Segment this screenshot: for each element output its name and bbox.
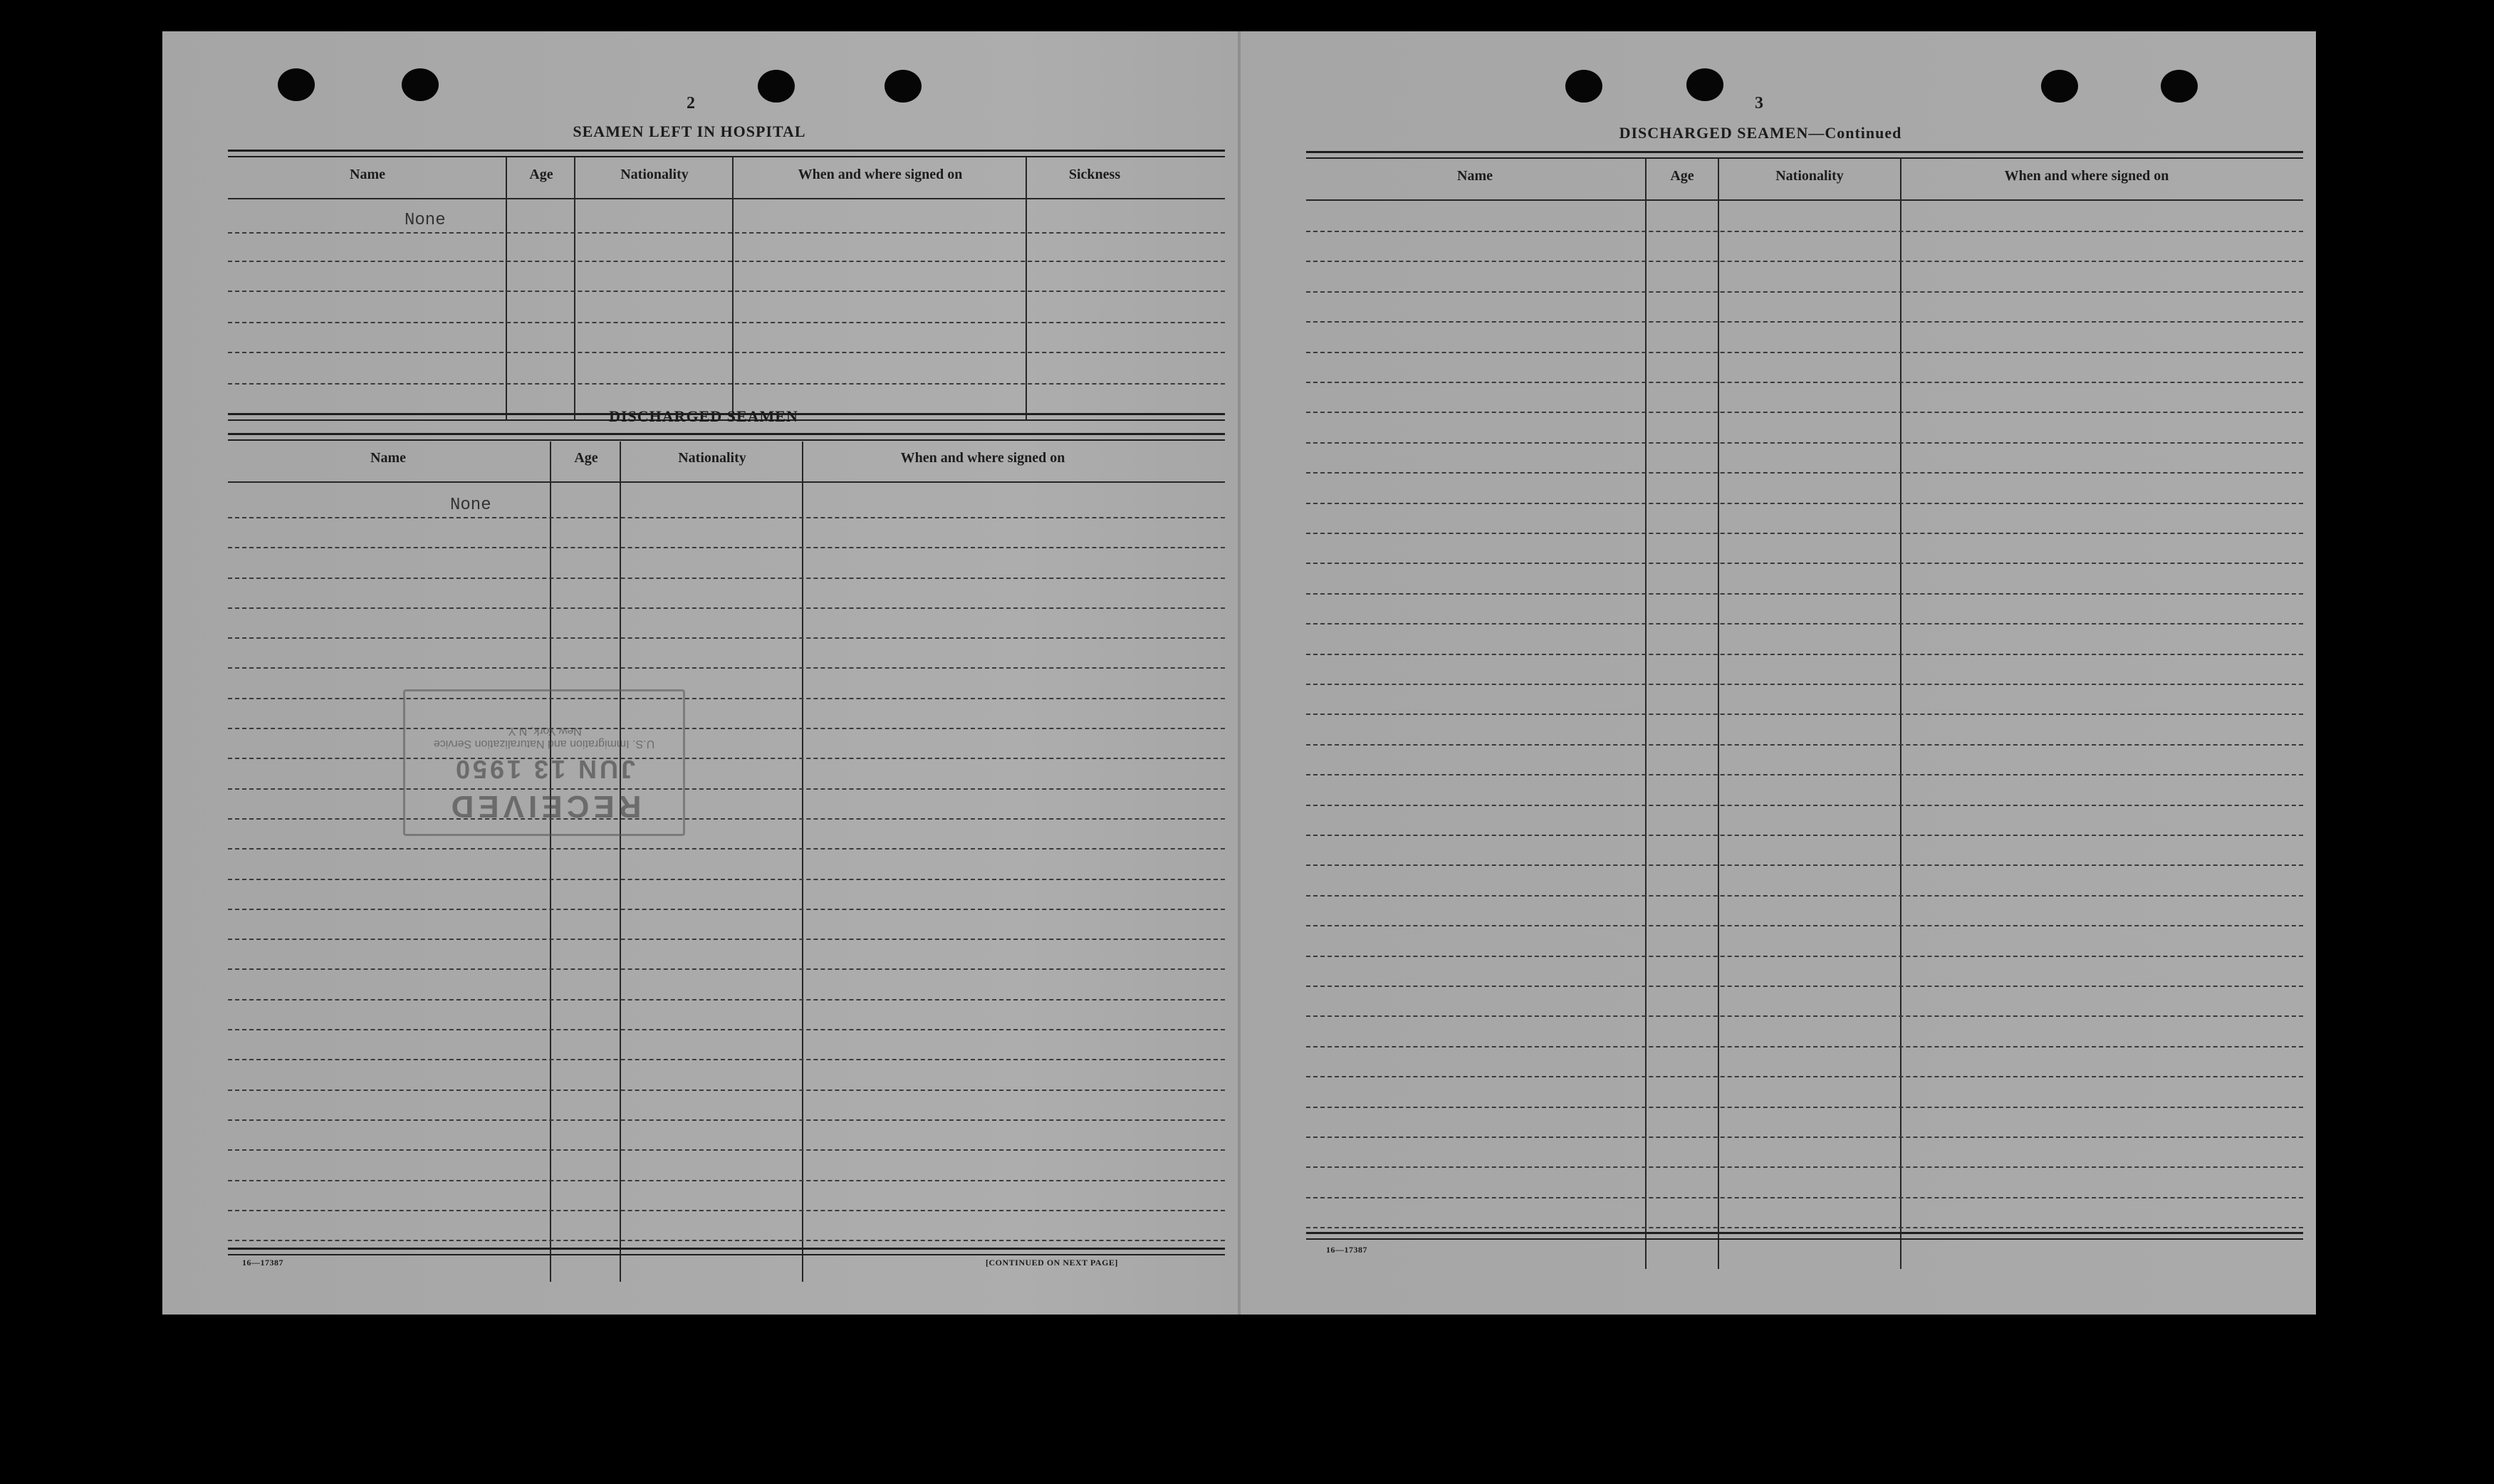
entry-line xyxy=(228,999,1225,1000)
entry-line xyxy=(1306,1197,2303,1198)
entry-line xyxy=(228,758,1225,759)
received-stamp xyxy=(403,689,685,836)
stamp-line-received: RECEIVED xyxy=(447,789,642,824)
entry-line xyxy=(1306,321,2303,323)
column-divider xyxy=(506,157,507,420)
form-number: 16—17387 xyxy=(1326,1245,1367,1255)
col-header-age: Age xyxy=(574,450,598,466)
entry-line xyxy=(228,547,1225,548)
entry-line xyxy=(228,1090,1225,1091)
entry-line xyxy=(228,322,1225,323)
entry-line xyxy=(1306,744,2303,746)
entry-line xyxy=(1306,1076,2303,1077)
discharged-continued-title: DISCHARGED SEAMEN—Continued xyxy=(1619,124,1902,142)
column-divider xyxy=(574,157,575,420)
form-number: 16—17387 xyxy=(242,1258,283,1268)
entry-line xyxy=(228,667,1225,669)
entry-line xyxy=(1306,563,2303,564)
entry-line xyxy=(1306,623,2303,625)
col-header-sickness: Sickness xyxy=(1068,167,1121,182)
entry-line xyxy=(1306,442,2303,444)
entry-line xyxy=(228,1119,1225,1121)
col-header-age: Age xyxy=(1670,168,1694,184)
entry-line xyxy=(1306,593,2303,595)
entry-line xyxy=(1306,654,2303,655)
entry-line xyxy=(1306,472,2303,474)
table-bottom-rule xyxy=(228,1248,1225,1255)
entry-line xyxy=(228,232,1225,234)
entry-line xyxy=(1306,684,2303,685)
entry-line xyxy=(1306,895,2303,897)
entry-line xyxy=(228,1240,1225,1241)
punch-hole xyxy=(2161,70,2198,103)
hospital-section-title: SEAMEN LEFT IN HOSPITAL xyxy=(573,122,806,140)
stamp-line-agency: U.S. Immigration and Naturalization Service xyxy=(433,738,655,750)
header-rule xyxy=(228,198,1225,199)
entry-line xyxy=(228,1180,1225,1181)
col-header-nationality: Nationality xyxy=(620,167,689,182)
column-divider xyxy=(802,441,803,1282)
col-header-name: Name xyxy=(350,167,385,182)
entry-line xyxy=(228,261,1225,262)
col-header-nationality: Nationality xyxy=(678,450,746,466)
discharged-section-title: DISCHARGED SEAMEN xyxy=(609,407,798,425)
entry-line xyxy=(1306,503,2303,504)
entry-line xyxy=(228,818,1225,820)
entry-line xyxy=(1306,1227,2303,1228)
column-divider xyxy=(732,157,734,420)
entry-line xyxy=(1306,533,2303,534)
col-header-age: Age xyxy=(529,167,553,182)
col-header-name: Name xyxy=(370,450,406,466)
entry-line xyxy=(1306,1107,2303,1108)
entry-line xyxy=(228,1059,1225,1060)
entry-line xyxy=(228,352,1225,353)
punch-hole xyxy=(278,68,315,101)
header-rule xyxy=(228,481,1225,483)
header-rule xyxy=(1306,199,2303,201)
entry-line xyxy=(228,637,1225,639)
punch-hole xyxy=(1686,68,1723,101)
entry-line xyxy=(228,291,1225,292)
entry-line xyxy=(1306,864,2303,866)
table-top-rule xyxy=(228,433,1225,441)
entry-line xyxy=(1306,1015,2303,1017)
hospital-entry-name: None xyxy=(405,211,446,230)
entry-line xyxy=(228,788,1225,790)
entry-line xyxy=(1306,805,2303,806)
entry-line xyxy=(1306,231,2303,232)
entry-line xyxy=(1306,412,2303,413)
page-number: 2 xyxy=(687,94,695,113)
entry-line xyxy=(228,848,1225,850)
col-header-name: Name xyxy=(1457,168,1493,184)
document-sheet xyxy=(162,31,2316,1315)
entry-line xyxy=(228,728,1225,729)
entry-line xyxy=(228,383,1225,385)
entry-line xyxy=(1306,1136,2303,1138)
entry-line xyxy=(228,517,1225,518)
entry-line xyxy=(1306,714,2303,715)
entry-line xyxy=(228,879,1225,880)
entry-line xyxy=(228,1149,1225,1151)
entry-line xyxy=(1306,925,2303,926)
right-page xyxy=(1241,31,2316,1315)
entry-line xyxy=(1306,1166,2303,1168)
page-number: 3 xyxy=(1755,94,1763,113)
entry-line xyxy=(1306,261,2303,262)
entry-line xyxy=(1306,291,2303,293)
entry-line xyxy=(228,968,1225,970)
column-divider xyxy=(620,441,621,1282)
entry-line xyxy=(1306,986,2303,987)
entry-line xyxy=(1306,352,2303,353)
column-divider xyxy=(550,441,551,1282)
entry-line xyxy=(228,698,1225,699)
entry-line xyxy=(228,939,1225,940)
col-header-signed-on: When and where signed on xyxy=(2004,168,2169,184)
left-page xyxy=(162,31,1238,1315)
column-divider xyxy=(1026,157,1027,420)
stamp-line-date: JUN 13 1950 xyxy=(452,755,636,784)
punch-hole xyxy=(1565,70,1602,103)
table-bottom-rule xyxy=(1306,1232,2303,1240)
punch-hole xyxy=(2041,70,2078,103)
entry-line xyxy=(1306,956,2303,957)
entry-line xyxy=(228,909,1225,910)
entry-line xyxy=(228,1210,1225,1211)
discharged-entry-name: None xyxy=(450,496,491,515)
entry-line xyxy=(1306,774,2303,775)
entry-line xyxy=(1306,382,2303,383)
entry-line xyxy=(228,578,1225,579)
entry-line xyxy=(228,607,1225,609)
table-top-rule xyxy=(228,150,1225,157)
col-header-signed-on: When and where signed on xyxy=(900,450,1065,466)
punch-hole xyxy=(402,68,439,101)
col-header-signed-on: When and where signed on xyxy=(798,167,963,182)
continued-note: [CONTINUED ON NEXT PAGE] xyxy=(986,1258,1118,1268)
entry-line xyxy=(1306,1046,2303,1047)
entry-line xyxy=(228,1029,1225,1030)
table-top-rule xyxy=(1306,151,2303,159)
punch-hole xyxy=(885,70,922,103)
entry-line xyxy=(1306,835,2303,836)
col-header-nationality: Nationality xyxy=(1775,168,1844,184)
punch-hole xyxy=(758,70,795,103)
stamp-line-city: New York, N.Y. xyxy=(506,725,582,737)
